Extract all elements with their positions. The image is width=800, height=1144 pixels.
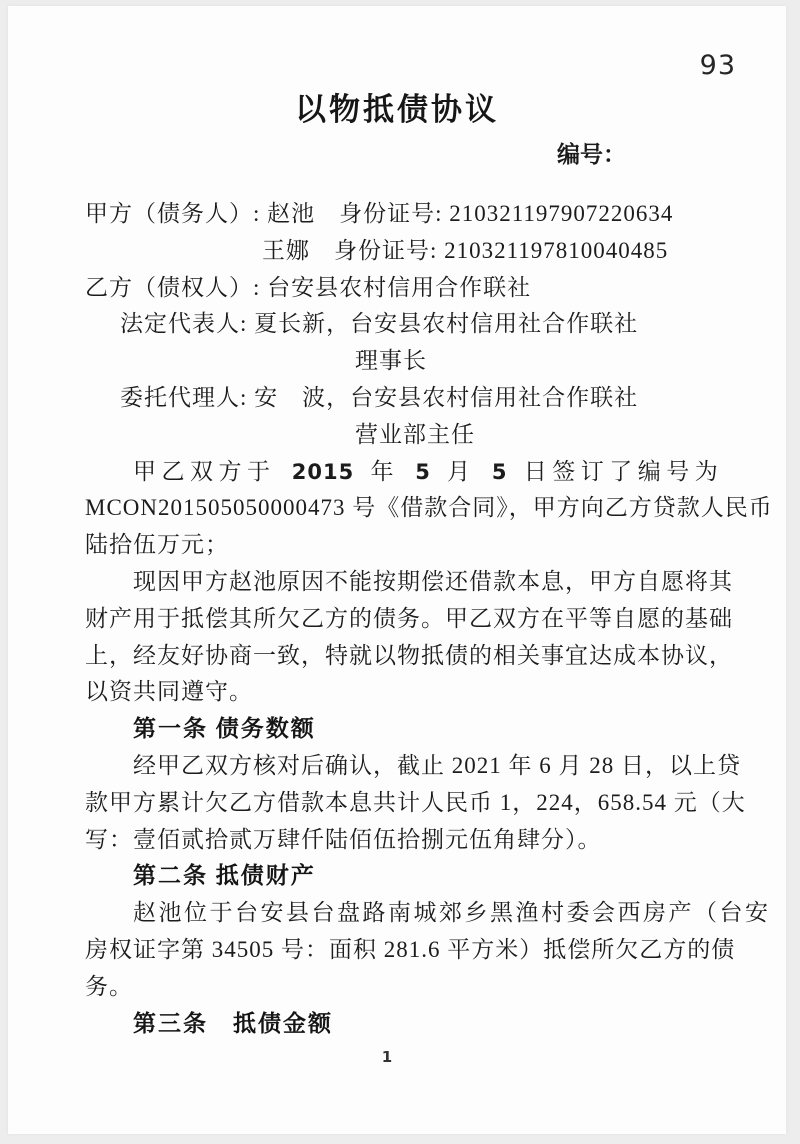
article-1-line-2: 款甲方累计欠乙方借款本息共计人民币 1，224，658.54 元（大 [85, 789, 746, 815]
contract-day: 5 [491, 459, 508, 484]
contract-year: 2015 [291, 459, 355, 484]
article-2-line-1: 赵池位于台安县台盘路南城郊乡黑渔村委会西房产（台安 [133, 900, 771, 926]
document-page [8, 6, 786, 1134]
preamble-para-2-line-2: 财产用于抵偿其所欠乙方的债务。甲乙双方在平等自愿的基础 [85, 605, 733, 631]
authorized-agent-line: 委托代理人: 安 波，台安县农村信用社合作联社 [120, 384, 639, 410]
contract-month: 5 [415, 459, 431, 484]
party-b-line: 乙方（债权人）: 台安县农村信用合作联社 [85, 274, 532, 300]
footer-page-number: 1 [381, 1048, 393, 1066]
article-1-line-3: 写：壹佰贰拾贰万肆仟陆佰伍拾捌元伍角肆分）。 [85, 826, 602, 852]
preamble-line-1-suffix: 日签订了编号为 [507, 458, 724, 484]
preamble-line-2: MCON201505050000473 号《借款合同》，甲方向乙方贷款人民币 [85, 495, 773, 521]
party-a-line: 甲方（债务人）: 赵池 身份证号: 210321197907220634 [85, 201, 674, 226]
preamble-year-unit: 年 [354, 458, 416, 484]
preamble-para-2-line-4: 以资共同遵守。 [85, 679, 253, 705]
legal-representative-line: 法定代表人: 夏长新，台安县农村信用社合作联社 [120, 311, 639, 337]
article-2-line-2: 房权证字第 34505 号：面积 281.6 平方米）抵偿所欠乙方的债 [85, 936, 736, 962]
document-body [85, 196, 773, 1042]
preamble-para-2-line-3: 上，经友好协商一致，特就以物抵债的相关事宜达成本协议， [85, 642, 733, 668]
preamble-line-1 [85, 454, 726, 491]
preamble-line-3: 陆拾伍万元； [85, 532, 229, 558]
article-2-heading: 第二条 抵债财产 [133, 863, 316, 889]
page-number-stamp: 93 [699, 50, 736, 81]
article-1-line-1: 经甲乙双方核对后确认，截止 2021 年 6 月 28 日，以上贷 [133, 752, 741, 778]
authorized-agent-title: 营业部主任 [355, 421, 475, 447]
legal-representative-title: 理事长 [355, 348, 427, 374]
preamble-month-unit: 月 [430, 458, 492, 484]
preamble-para-2-line-1: 现因甲方赵池原因不能按期偿还借款本息，甲方自愿将其 [133, 568, 733, 594]
party-a-second-person-line: 王娜 身份证号: 210321197810040485 [262, 237, 669, 263]
article-1-heading: 第一条 债务数额 [133, 716, 316, 742]
article-2-line-3: 务。 [85, 973, 133, 999]
document-title: 以物抵债协议 [295, 92, 499, 127]
document-number-label: 编号： [557, 142, 626, 167]
preamble-line-1-pre: 甲乙双方于 [133, 458, 292, 484]
article-3-heading: 第三条 抵债金额 [133, 1010, 333, 1036]
